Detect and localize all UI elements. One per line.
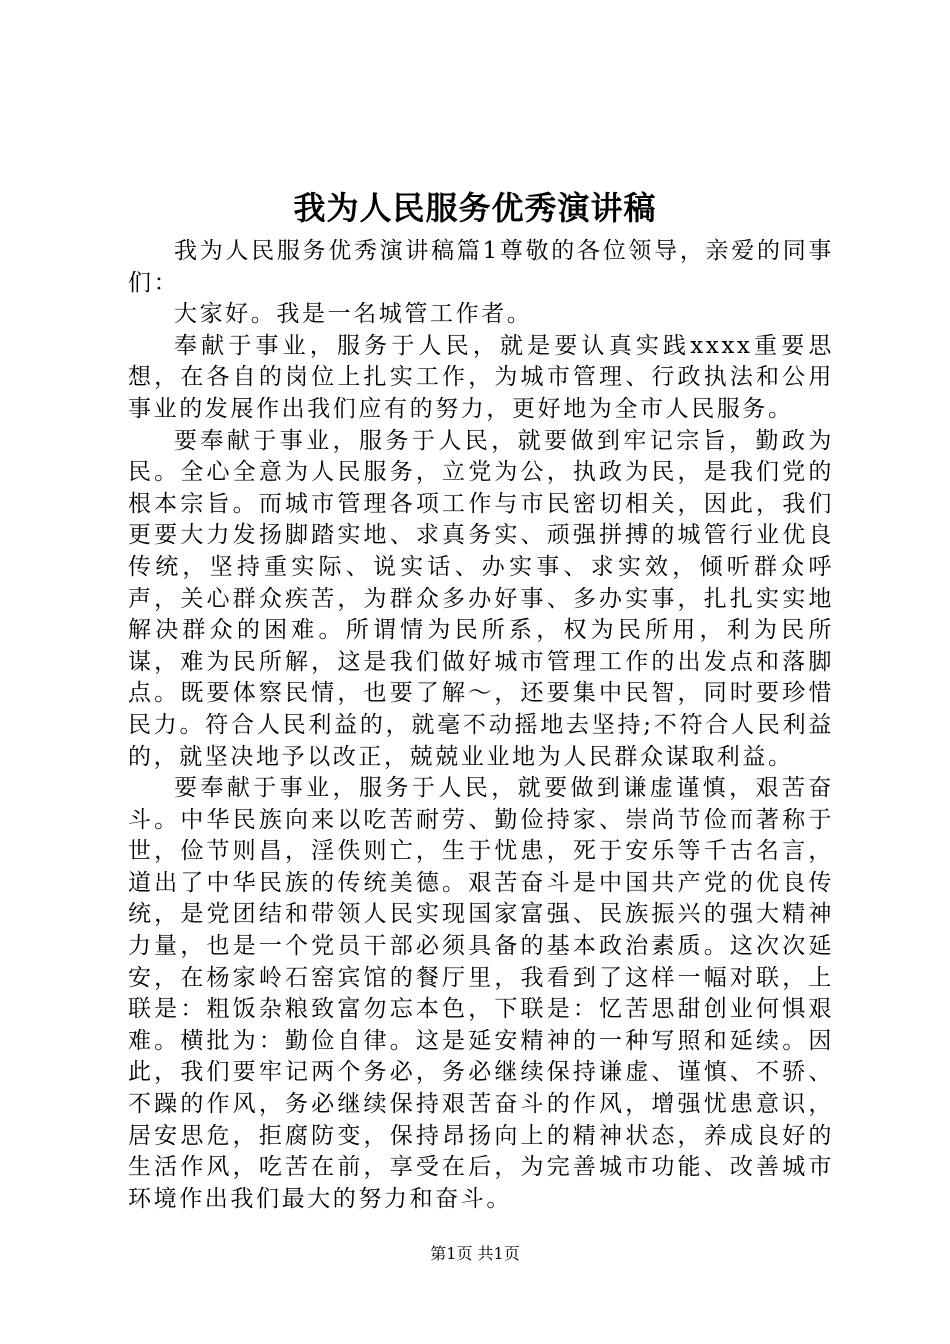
document-title: 我为人民服务优秀演讲稿 xyxy=(293,189,657,227)
paragraph-3: 奉献于事业，服务于人民，就是要认真实践xxxx重要思想，在各自的岗位上扎实工作，为城市管理、行政执法和公用事业的发展作出我们应有的努力，更好地为全市人民服务。 xyxy=(128,332,834,422)
paragraph-5: 要奉献于事业，服务于人民，就要做到谦虚谨慎，艰苦奋斗。中华民族向来以吃苦耐劳、勤俭持家、崇尚节俭而著称于世，俭节则昌，淫佚则亡，生于忧患，死于安乐等千古名言，道出了中华民族的传统美德。艰苦奋斗是中国共产党的优良传统，是党团结和带领人民实现国家富强、民族振兴的强大精神力量，也是一个党员干部必须具备的基本政治素质。这次次延安，在杨家岭石窑宾馆的餐厅里，我看到了这样一幅对联，上联是：粗饭杂粮致富勿忘本色，下联是：忆苦思甜创业何惧艰难。横批为：勤俭自律。这是延安精神的一种写照和延续。因此，我们要牢记两个务必，务必继续保持谦虚、谨慎、不骄、不躁的作风，务必继续保持艰苦奋斗的作风，增强忧患意识，居安思危，拒腐防变，保持昂扬向上的精神状态，养成良好的生活作风，吃苦在前，享受在后，为完善城市功能、改善城市环境作出我们最大的努力和奋斗。 xyxy=(128,775,834,1212)
page-footer: 第1页 共1页 xyxy=(430,1244,520,1263)
paragraph-4: 要奉献于事业，服务于人民，就要做到牢记宗旨，勤政为民。全心全意为人民服务，立党为公，执政为民，是我们党的根本宗旨。而城市管理各项工作与市民密切相关，因此，我们更要大力发扬脚踏实地、求真务实、顽强拼搏的城管行业优良传统，坚持重实际、说实话、办实事、求实效，倾听群众呼声，关心群众疾苦，为群众多办好事、多办实事，扎扎实实地解决群众的困难。所谓情为民所系，权为民所用，利为民所谋，难为民所解，这是我们做好城市管理工作的出发点和落脚点。既要体察民情，也要了解～，还要集中民智，同时要珍惜民力。符合人民利益的，就毫不动摇地去坚持;不符合人民利益的，就坚决地予以改正，兢兢业业地为人民群众谋取利益。 xyxy=(128,427,834,770)
paragraph-1: 我为人民服务优秀演讲稿篇1尊敬的各位领导，亲爱的同事们： xyxy=(128,238,834,296)
document-body xyxy=(128,236,834,1215)
paragraph-2: 大家好。我是一名城管工作者。 xyxy=(174,301,533,328)
